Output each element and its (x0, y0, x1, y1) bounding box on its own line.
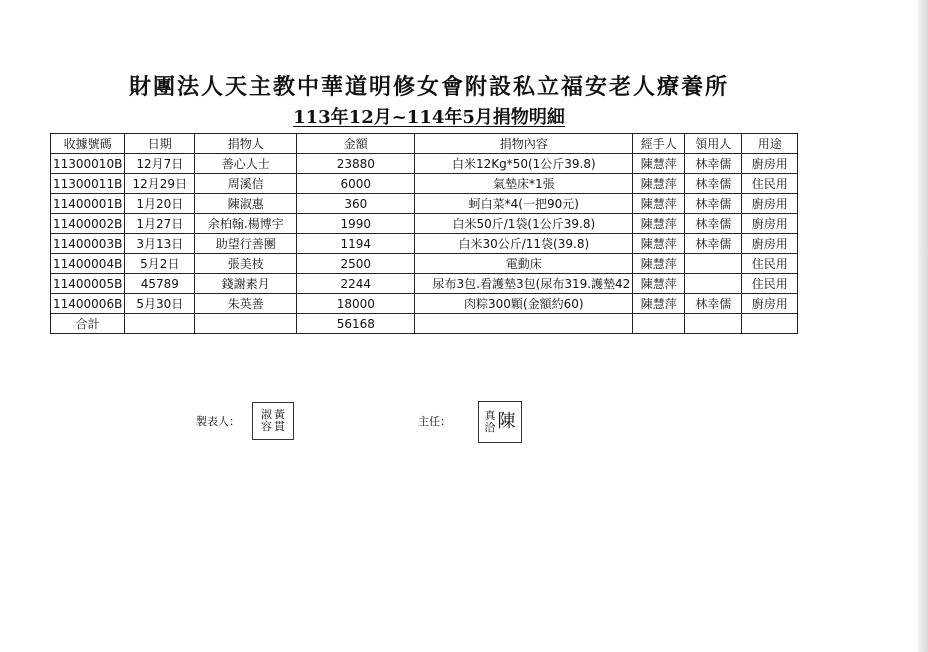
cell-recipient: 林幸儒 (685, 174, 742, 194)
total-label: 合計 (51, 314, 125, 334)
cell-amount: 6000 (297, 174, 415, 194)
cell-receipt-no: 11400005B (51, 274, 125, 294)
cell-donor: 陳淑惠 (195, 194, 297, 214)
cell-recipient (685, 254, 742, 274)
cell-handler: 陳慧萍 (633, 274, 685, 294)
cell-date: 1月27日 (125, 214, 195, 234)
cell-donor: 余柏翰.楊博宇 (195, 214, 297, 234)
total-empty-cell (742, 314, 798, 334)
header-purpose: 用途 (742, 134, 798, 154)
seal-char: 淑 (261, 408, 272, 421)
cell-date: 1月20日 (125, 194, 195, 214)
cell-purpose: 住民用 (742, 254, 798, 274)
cell-recipient (685, 274, 742, 294)
table-row (51, 214, 798, 234)
total-empty-cell (685, 314, 742, 334)
cell-handler: 陳慧萍 (633, 294, 685, 314)
cell-purpose: 住民用 (742, 174, 798, 194)
cell-donor: 善心人士 (195, 154, 297, 174)
total-amount: 56168 (297, 314, 415, 334)
document-subtitle (0, 103, 858, 129)
donation-table (50, 133, 798, 334)
cell-handler: 陳慧萍 (633, 174, 685, 194)
cell-purpose: 廚房用 (742, 294, 798, 314)
header-recipient: 領用人 (685, 134, 742, 154)
total-empty-cell (125, 314, 195, 334)
table-header-row (51, 134, 798, 154)
cell-content: 白米12Kg*50(1公斤39.8) (415, 154, 633, 174)
cell-amount: 1194 (297, 234, 415, 254)
chief-seal (478, 401, 522, 443)
header-donor: 捐物人 (195, 134, 297, 154)
cell-date: 12月7日 (125, 154, 195, 174)
cell-amount: 2500 (297, 254, 415, 274)
cell-recipient: 林幸儒 (685, 294, 742, 314)
total-empty-cell (415, 314, 633, 334)
cell-receipt-no: 11400003B (51, 234, 125, 254)
seal-char: 容 (261, 420, 272, 433)
header-date: 日期 (125, 134, 195, 154)
cell-purpose: 廚房用 (742, 154, 798, 174)
seal-char: 真 (484, 409, 496, 422)
cell-date: 45789 (125, 274, 195, 294)
subtitle-text: 113年12月~114年5月捐物明細 (293, 107, 565, 128)
cell-donor: 張美枝 (195, 254, 297, 274)
table-row (51, 194, 798, 214)
cell-handler: 陳慧萍 (633, 214, 685, 234)
cell-amount: 23880 (297, 154, 415, 174)
document-title: 財團法人天主教中華道明修女會附設私立福安老人療養所 (128, 74, 729, 100)
table-row (51, 174, 798, 194)
cell-receipt-no: 11400004B (51, 254, 125, 274)
cell-handler: 陳慧萍 (633, 154, 685, 174)
seal-char: 黃 (274, 408, 285, 421)
cell-date: 5月30日 (125, 294, 195, 314)
cell-amount: 360 (297, 194, 415, 214)
cell-handler: 陳慧萍 (633, 234, 685, 254)
preparer-label: 製表人： (196, 415, 240, 428)
cell-purpose: 廚房用 (742, 214, 798, 234)
cell-content: 電動床 (415, 254, 633, 274)
cell-receipt-no: 11300011B (51, 174, 125, 194)
header-amount: 金額 (297, 134, 415, 154)
cell-content: 氣墊床*1張 (415, 174, 633, 194)
cell-recipient: 林幸儒 (685, 234, 742, 254)
cell-handler: 陳慧萍 (633, 254, 685, 274)
cell-date: 12月29日 (125, 174, 195, 194)
cell-handler: 陳慧萍 (633, 194, 685, 214)
cell-receipt-no: 11300010B (51, 154, 125, 174)
cell-donor: 周溪信 (195, 174, 297, 194)
cell-content: 尿布3包.看護墊3包(尿布319.護墊42 (415, 274, 633, 294)
cell-purpose: 廚房用 (742, 234, 798, 254)
cell-donor: 助望行善團 (195, 234, 297, 254)
chief-label: 主任： (418, 415, 451, 428)
cell-receipt-no: 11400002B (51, 214, 125, 234)
header-handler: 經手人 (633, 134, 685, 154)
total-empty-cell (633, 314, 685, 334)
header-receipt-no: 收據號碼 (51, 134, 125, 154)
cell-purpose: 廚房用 (742, 194, 798, 214)
cell-amount: 2244 (297, 274, 415, 294)
cell-receipt-no: 11400001B (51, 194, 125, 214)
cell-content: 白米50斤/1袋(1公斤39.8) (415, 214, 633, 234)
cell-amount: 1990 (297, 214, 415, 234)
total-row (51, 314, 798, 334)
seal-char: 洽 (484, 421, 496, 434)
table-row (51, 234, 798, 254)
cell-content: 蚵白菜*4(一把90元) (415, 194, 633, 214)
table-row (51, 274, 798, 294)
cell-purpose: 住民用 (742, 274, 798, 294)
table-row (51, 254, 798, 274)
seal-char: 貫 (274, 420, 285, 433)
cell-recipient: 林幸儒 (685, 214, 742, 234)
cell-content: 白米30公斤/11袋(39.8) (415, 234, 633, 254)
cell-receipt-no: 11400006B (51, 294, 125, 314)
cell-donor: 錢謝素月 (195, 274, 297, 294)
table-row (51, 154, 798, 174)
cell-amount: 18000 (297, 294, 415, 314)
cell-date: 3月13日 (125, 234, 195, 254)
seal-char: 陳 (497, 411, 516, 432)
page-edge-shadow (918, 0, 928, 652)
cell-recipient: 林幸儒 (685, 154, 742, 174)
total-empty-cell (195, 314, 297, 334)
cell-donor: 朱英善 (195, 294, 297, 314)
table-row (51, 294, 798, 314)
header-content: 捐物內容 (415, 134, 633, 154)
cell-content: 肉粽300顆(金額約60) (415, 294, 633, 314)
preparer-seal (252, 402, 294, 440)
cell-date: 5月2日 (125, 254, 195, 274)
cell-recipient: 林幸儒 (685, 194, 742, 214)
